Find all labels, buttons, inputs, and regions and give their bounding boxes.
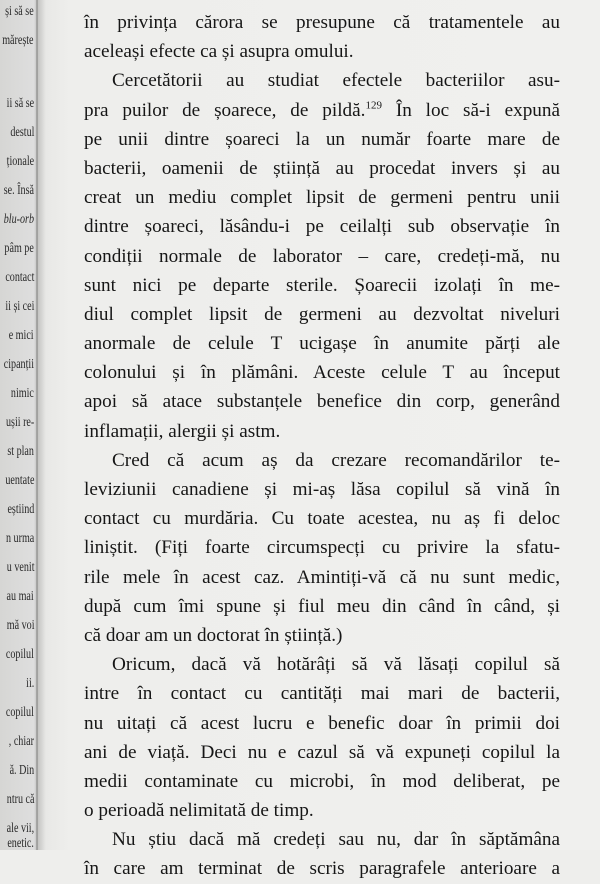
fragment-line: eștiind (7, 502, 34, 517)
fragment-line: n urma (5, 531, 34, 546)
text-line: în privința cărora se presupune că tratamentele au (84, 12, 560, 33)
text-line: apoi să atace substanțele benefice din corp, generând (84, 391, 560, 413)
paragraph (84, 8, 560, 66)
text-line: Cercetătorii au studiat efectele bacteriilor asu- (112, 70, 560, 92)
paragraph (84, 66, 560, 445)
text-line: o perioadă nelimitată de timp. (84, 800, 314, 822)
text-line (84, 96, 560, 125)
fragment-line: destul (9, 125, 34, 140)
fragment-line: ntru că (6, 792, 34, 807)
text-line: condiții normale de laborator – care, credeți-mă, nu (84, 245, 560, 267)
fragment-line: ii și cei (4, 299, 34, 314)
text-line: inflamații, alergii și astm. (84, 420, 281, 442)
fragment-line: blu-orb (3, 212, 34, 227)
fragment-line: enetic. (7, 836, 34, 850)
fragment-line: cipanții (3, 357, 34, 372)
fragment-line: au mai (6, 589, 34, 604)
text-line: în care am terminat de scris paragrafele anterioare a (84, 858, 560, 880)
fragment-line: contact (4, 270, 34, 285)
paragraph (84, 825, 560, 883)
text-line: Oricum, dacă vă hotărâți să vă lăsați copilul să (112, 654, 560, 676)
text-line: pe unii dintre șoareci la un număr foarte mare de (84, 128, 560, 150)
text-line: nu uitați că acest lucru e benefic doar în primii doi (84, 712, 560, 734)
fragment-line: uentate (4, 473, 34, 488)
text-line: rile mele în acest caz. Amintiți-vă că nu sunt medic, (84, 566, 560, 588)
fragment-line: nimic (11, 386, 34, 401)
fragment-line: copilul (5, 705, 34, 720)
text-line: contact cu murdăria. Cu toate acestea, nu aș fi deloc (84, 508, 560, 530)
text-line: după cum îmi spune și fiul meu din când în când, și (84, 595, 560, 617)
paragraph (84, 446, 560, 650)
book-gutter-shadow (36, 0, 46, 850)
fragment-line: ale vii, (6, 821, 34, 836)
paragraph (84, 650, 560, 825)
fragment-line: ii. (25, 676, 34, 691)
footnote-reference: 129 (365, 99, 382, 112)
text-line: leviziunii canadiene și mi-aș lăsa copilul să vină în (84, 479, 560, 500)
text-line: dintre șoareci, lăsându-i pe ceilalți sub observație în (84, 216, 560, 238)
fragment-line: ționale (6, 154, 34, 169)
text-line: creat un mediu complet lipsit de germeni pentru unii (84, 187, 560, 209)
fragment-line: ii să se (6, 96, 34, 111)
fragment-line: mărește (2, 33, 34, 48)
fragment-line: ușii re- (5, 415, 34, 430)
fragment-line: se. Însă (3, 183, 34, 198)
fragment-line: , chiar (8, 734, 34, 749)
text-line: bacterii, oamenii de știință au procedat invers și au (84, 157, 560, 179)
text-line: ani de viață. Deci nu e cazul să vă expuneți copilul la (84, 741, 560, 763)
text-line: intre în contact cu cantități mai mari de bacterii, (84, 683, 560, 705)
fragment-line: mă voi (6, 618, 34, 633)
text-line: Nu știu dacă mă credeți sau nu, dar în săptămâna (112, 829, 560, 851)
text-line: sunt nici pe departe sterile. Șoarecii izolați în me- (84, 274, 560, 296)
fragment-line: ă. Din (9, 763, 34, 778)
text-line: medii contaminate cu microbi, în mod deliberat, pe (84, 770, 560, 792)
fragment-line: pâm pe (4, 241, 34, 256)
fragment-line: e mici (9, 328, 34, 343)
text-line: anormale de celule T ucigașe în anumite părți ale (84, 333, 560, 355)
fragment-line: și să se (5, 4, 34, 19)
text-line: diul complet lipsit de germeni au dezvoltat niveluri (84, 303, 560, 325)
text-line: aceleași efecte ca și asupra omului. (84, 41, 354, 63)
text-segment: În loc să-i expună (381, 99, 560, 121)
text-line: liniștit. (Fiți foarte circumspecți cu privire la sfatu- (84, 537, 560, 559)
fragment-line: st plan (7, 444, 34, 459)
text-line: colonului și în plămâni. Aceste celule T au început (84, 362, 560, 384)
fragment-line: copilul (5, 647, 34, 662)
text-segment: pra puilor de șoarece, de pildă. (84, 99, 366, 121)
text-line: că doar am un doctorat în știință.) (84, 624, 343, 646)
text-line: Cred că acum aș da crezare recomandărilor te- (112, 449, 560, 471)
body-text (84, 8, 560, 884)
fragment-line: u venit (6, 560, 34, 575)
adjacent-page-fragment (0, 0, 38, 850)
